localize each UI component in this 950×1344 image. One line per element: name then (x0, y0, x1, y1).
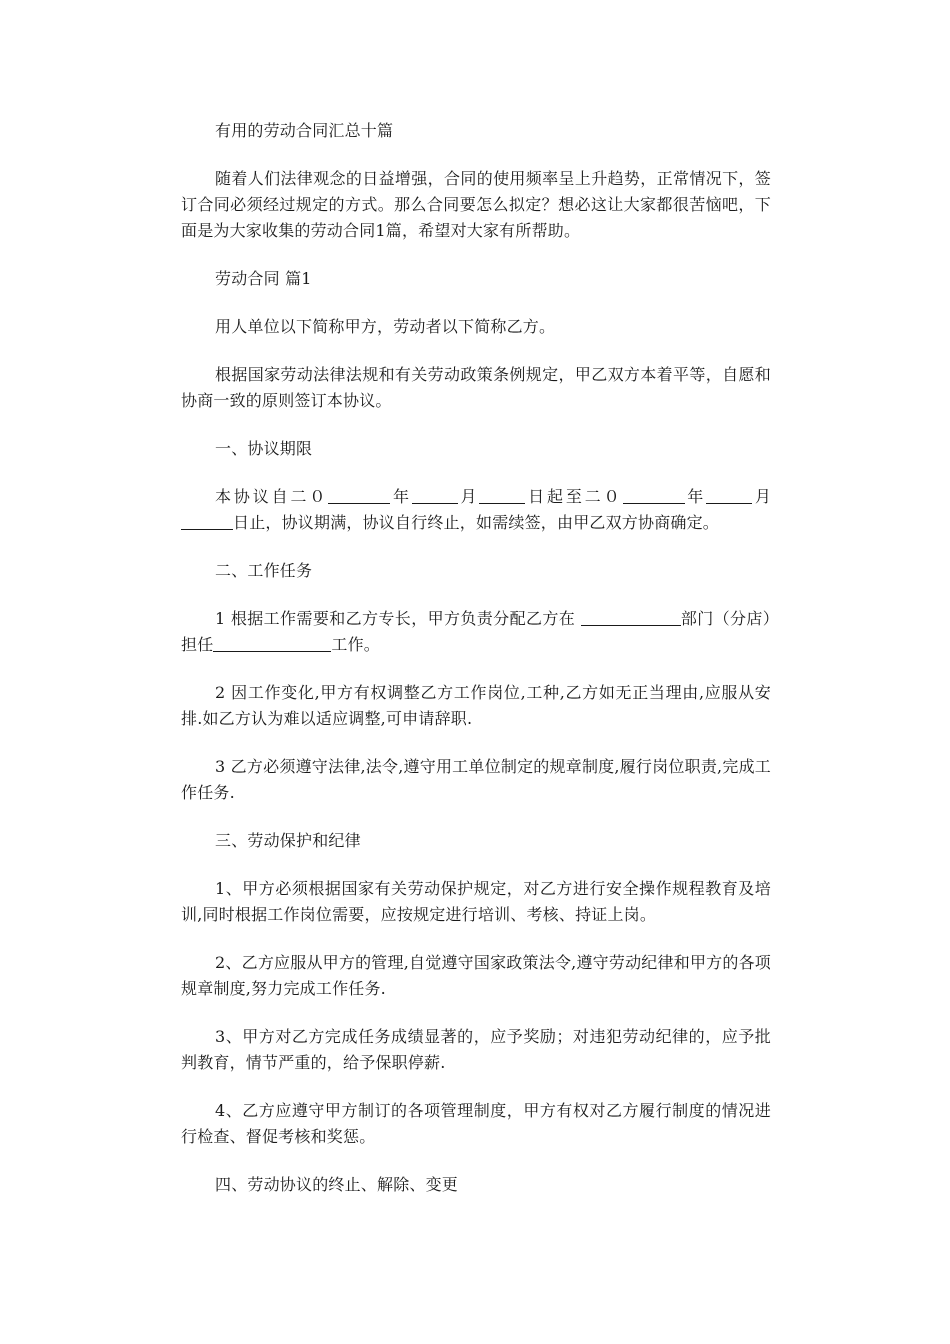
duty-item-3: 3 乙方必须遵守法律,法令,遵守用工单位制定的规章制度,履行岗位职责,完成工作任务. (181, 757, 771, 802)
document-title: 有用的劳动合同汇总十篇 (215, 121, 394, 140)
protection-heading: 三、劳动保护和纪律 (215, 831, 361, 850)
duty-1-text-1: 1 根据工作需要和乙方专长，甲方负责分配乙方在 (215, 609, 581, 628)
term-text-4: 日起至二０ (525, 487, 623, 506)
term-text-7: 日止，协议期满，协议自行终止，如需续签，由甲乙双方协商确定。 (233, 513, 720, 532)
term-heading: 一、协议期限 (215, 439, 313, 458)
term-paragraph (181, 484, 771, 536)
protection-item-4: 4、乙方应遵守甲方制订的各项管理制度，甲方有权对乙方履行制度的情况进行检查、督促考核和奖惩。 (181, 1101, 771, 1146)
duty-item-1 (181, 606, 771, 658)
intro-paragraph: 随着人们法律观念的日益增强，合同的使用频率呈上升趋势，正常情况下，签订合同必须经过规定的方式。那么合同要怎么拟定？想必这让大家都很苦恼吧，下面是为大家收集的劳动合同1篇，希望对大家有所帮助。 (181, 169, 771, 240)
protection-item-1: 1、甲方必须根据国家有关劳动保护规定，对乙方进行安全操作规程教育及培训,同时根据工作岗位需要，应按规定进行培训、考核、持证上岗。 (181, 879, 771, 924)
duty-1-text-3: 工作。 (331, 635, 381, 654)
term-text-5: 年 (684, 487, 707, 506)
department-blank (581, 609, 681, 626)
end-month-blank (706, 487, 752, 504)
parties-paragraph: 用人单位以下简称甲方，劳动者以下简称乙方。 (215, 317, 556, 336)
protection-item-3: 3、甲方对乙方完成任务成绩显著的，应予奖励；对违犯劳动纪律的，应予批判教育，情节严重的，给予保职停薪. (181, 1027, 771, 1072)
end-year-blank (623, 487, 685, 504)
start-month-blank (412, 487, 458, 504)
document-body (181, 118, 771, 1220)
basis-paragraph: 根据国家劳动法律法规和有关劳动政策条例规定，甲乙双方本着平等，自愿和协商一致的原则签订本协议。 (181, 365, 771, 410)
start-year-blank (328, 487, 390, 504)
protection-item-2: 2、乙方应服从甲方的管理,自觉遵守国家政策法令,遵守劳动纪律和甲方的各项规章制度,努力完成工作任务. (181, 953, 771, 998)
section-heading: 劳动合同 篇1 (215, 269, 312, 288)
term-text-2: 年 (390, 487, 412, 506)
duty-heading: 二、工作任务 (215, 561, 313, 580)
term-text-3: 月 (457, 487, 480, 506)
term-text-6: 月 (752, 487, 772, 506)
term-text-1: 本协议自二０ (215, 487, 329, 506)
termination-heading: 四、劳动协议的终止、解除、变更 (215, 1175, 459, 1194)
duty-item-2: 2 因工作变化,甲方有权调整乙方工作岗位,工种,乙方如无正当理由,应服从安排.如乙方认为难以适应调整,可申请辞职. (181, 683, 771, 728)
duty-1-text-2: 部门（分店）担任 (181, 609, 772, 654)
end-day-blank (181, 513, 233, 530)
position-blank (213, 635, 331, 652)
start-day-blank (479, 487, 525, 504)
